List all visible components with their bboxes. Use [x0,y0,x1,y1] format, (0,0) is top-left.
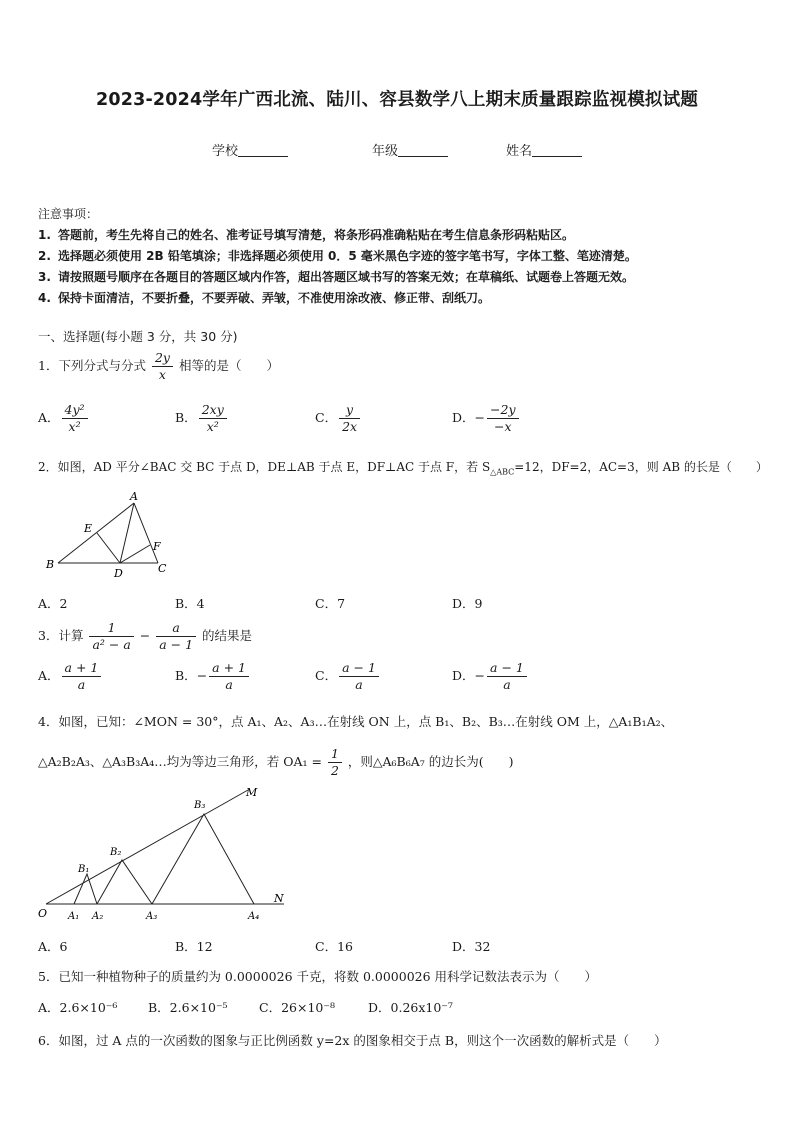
label-f: F [153,540,161,553]
label-o: O [38,907,48,920]
label-b2: B₂ [110,847,122,858]
notes-heading: 注意事项： [38,207,99,221]
note-item: 3. 请按照题号顺序在各题目的答题区域内作答，超出答题区域书写的答案无效；在草稿纸、试题卷上答题无效。 [38,270,635,284]
name-field [506,140,582,159]
label-d: D [114,567,123,580]
q2-option-d[interactable]: D．9 [452,596,483,611]
label-b3: B₃ [194,800,206,811]
grade-label: 年级 [372,144,399,159]
grade-blank [398,142,448,157]
q2-triangle-figure [40,488,180,580]
school-blank [238,142,288,157]
label-m: M [246,786,258,799]
q2-option-a[interactable]: A．2 [38,596,68,611]
label-e: E [84,522,93,535]
q2-option-b[interactable]: B．4 [175,596,205,611]
question-2: 2．如图，AD 平分∠BAC 交 BC 于点 D，DE⊥AB 于点 E，DF⊥AC 于点 F，若 $S_{\triangle ABC}=12$，DF=2，AC=3，则 AB 的长是（ ） [38,460,768,477]
label-a3: A₃ [146,911,158,922]
q1-option-d[interactable]: D．− $\frac{-2y}{-x}$ [452,402,521,435]
exam-title: 2023-2024学年广西北流、陆川、容县数学八上期末质量跟踪监视模拟试题 [95,90,699,110]
note-item: 1. 答题前，考生先将自己的姓名、准考证号填写清楚，将条形码准确粘贴在考生信息条形码粘贴区。 [38,228,575,242]
note-item: 4. 保持卡面清洁，不要折叠，不要弄破、弄皱，不准使用涂改液、修正带、刮纸刀。 [38,291,491,305]
question-5: 5．已知一种植物种子的质量约为 0.0000026 千克，将数 0.0000026 用科学记数法表示为（ ） [38,969,598,984]
q4-option-d[interactable]: D．32 [452,939,491,954]
note-item: 2. 选择题必须使用 2B 铅笔填涂；非选择题必须使用 0．5 毫米黑色字迹的签字笔书写，字体工整、笔迹清楚。 [38,249,637,263]
label-b: B [46,558,55,571]
q5-option-a[interactable]: A．2.6×10⁻⁶ [38,1000,118,1015]
q3-option-a[interactable]: A． $\frac{a + 1}{a}$ [38,660,103,693]
q1-option-b[interactable]: B． $\frac{2xy}{\text{x²}}$ [175,402,229,435]
q5-option-b[interactable]: B．2.6×10⁻⁵ [148,1000,228,1015]
q3-option-d[interactable]: D．− $\frac{a - 1}{a}$ [452,660,529,693]
school-label: 学校 [212,144,239,159]
label-a: A [130,490,138,503]
q4-half: $\frac{1}{2}$ [328,746,342,779]
q5-option-d[interactable]: D．0.26x10⁻⁷ [368,1000,453,1015]
q4-option-c[interactable]: C．16 [315,939,353,954]
q4-option-b[interactable]: B．12 [175,939,213,954]
question-4-line-2: △A₂B₂A₃、△A₃B₃A₄…均为等边三角形，若 OA₁ = $\frac{1}{2}$ ，则△A₆B₆A₇ 的边长为( ) [38,746,514,778]
school-field [212,140,288,159]
label-a4: A₄ [248,911,260,922]
question-4-line-1: 4．如图，已知：∠MON = 30°，点 A₁、A₂、A₃…在射线 ON 上，点 B₁、B₂、B₃…在射线 OM 上，△A₁B₁A₂、 [38,714,674,729]
label-a2: A₂ [92,911,104,922]
question-3: 3．计算 $\frac{1}{\text{a² − a}}$ − $\frac{a}{a - 1}$ 的结果是 [38,620,253,652]
grade-field [372,140,448,159]
q3-option-c[interactable]: C． $\frac{a - 1}{a}$ [315,660,381,693]
q2-option-c[interactable]: C．7 [315,596,346,611]
question-6: 6．如图，过 A 点的一次函数的图象与正比例函数 y=2x 的图象相交于点 B，则这个一次函数的解析式是（ ） [38,1033,667,1048]
q3-fraction-1: $\frac{1}{\text{a² − a}}$ [89,620,133,653]
q1-option-c[interactable]: C． $\frac{y}{2x}$ [315,402,362,435]
section-heading: 一、选择题(每小题 3 分，共 30 分) [38,329,238,344]
label-c: C [158,562,167,575]
q3-option-b[interactable]: B．− $\frac{a + 1}{a}$ [175,660,251,693]
q1-suffix: 相等的是（ ） [178,358,279,373]
q4-triangles-figure [34,782,294,924]
label-n: N [274,892,284,905]
q4-option-a[interactable]: A．6 [38,939,68,954]
q3-fraction-2: $\frac{a}{a - 1}$ [156,620,196,653]
name-label: 姓名 [506,144,533,159]
label-b1: B₁ [78,864,90,875]
label-a1: A₁ [68,911,80,922]
question-1 [38,350,279,383]
q5-option-c[interactable]: C．26×10⁻⁸ [259,1000,335,1015]
name-blank [532,142,582,157]
q1-option-a[interactable]: A． $\frac{\text{4y²}}{\text{x²}}$ [38,402,90,435]
q1-prefix: 1．下列分式与分式 [38,358,146,373]
q1-fraction: $\frac{2y}{x}$ [152,350,173,383]
notes-section [38,204,637,309]
